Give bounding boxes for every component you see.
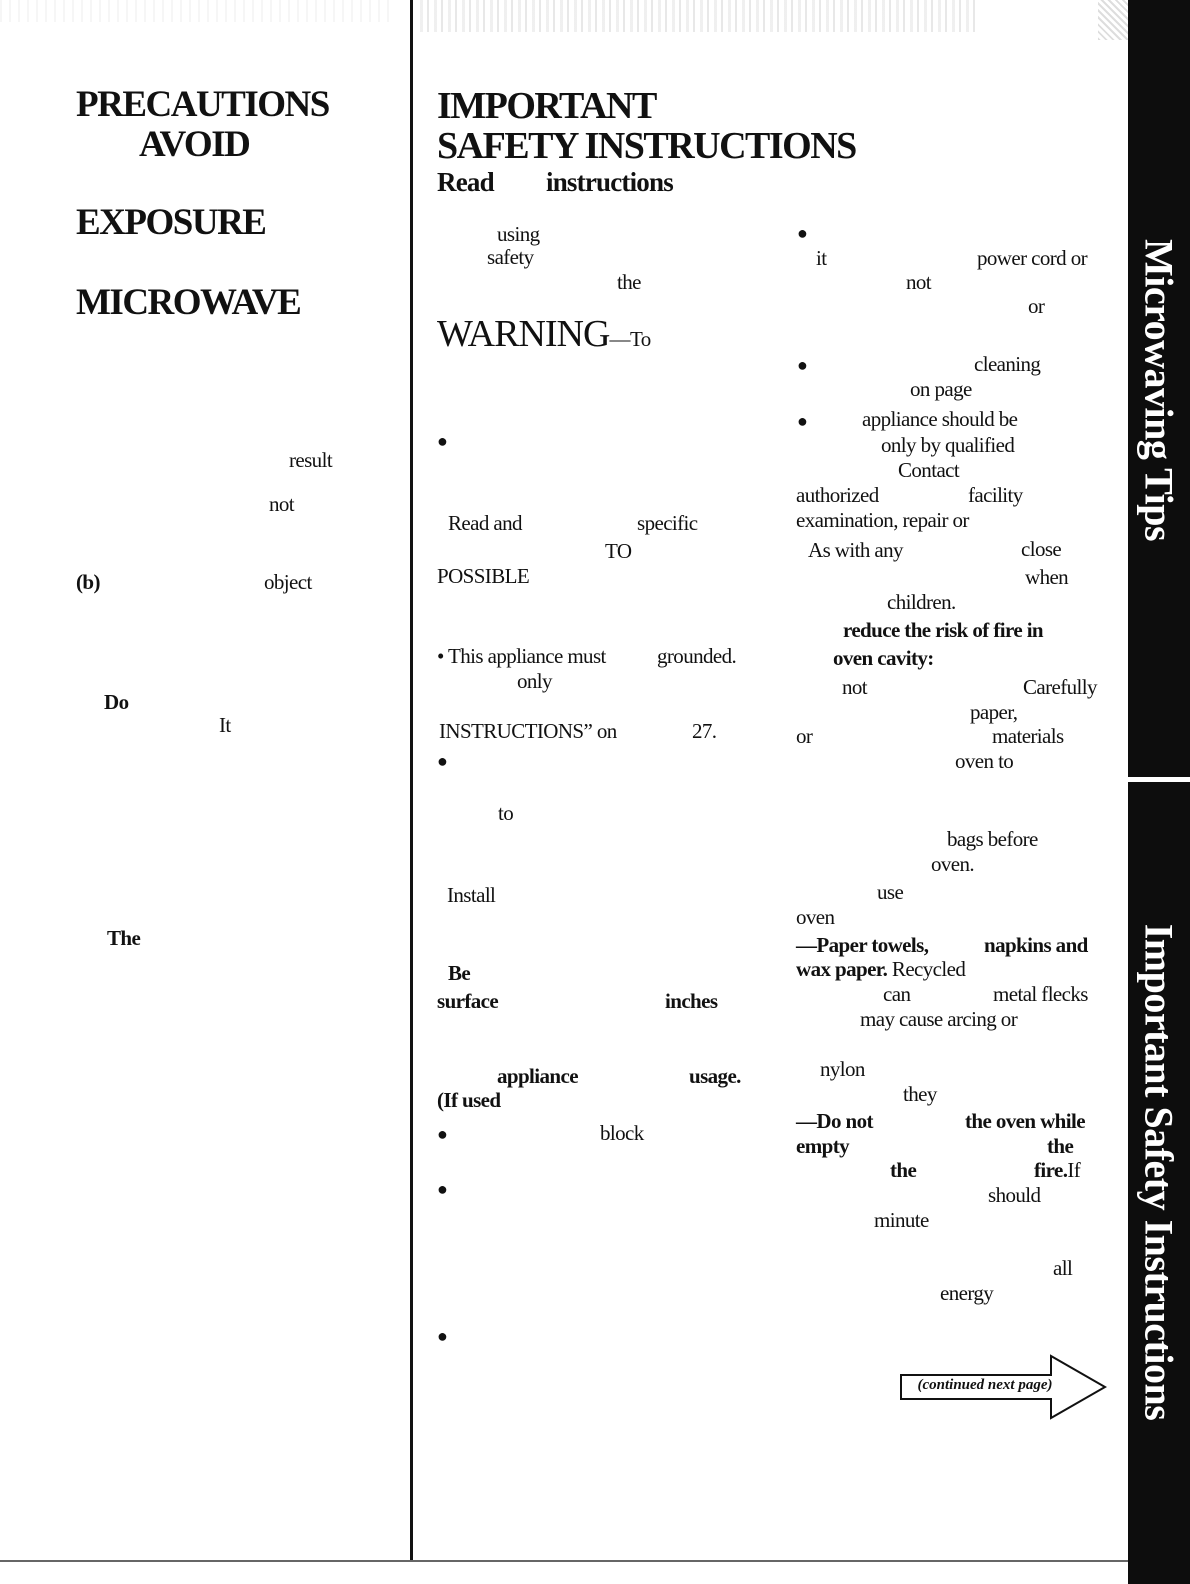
continued-next-page-label[interactable]: (continued next page) [917,1377,1053,1393]
bottom-rule [0,1560,1190,1562]
text-fragment: examination, repair or [796,508,969,532]
text-fragment: • This appliance must [437,644,606,668]
side-tab-label: Microwaving Tips [1136,238,1182,542]
bullet-icon: ● [797,223,808,243]
text-fragment: not [906,270,932,294]
text-fragment: inches [665,989,718,1013]
text-fragment: fire.If [1034,1158,1081,1182]
bullet-icon: ● [437,1124,448,1144]
subheading-instructions: instructions [546,167,673,197]
text-fragment: specific [637,511,698,535]
text-fragment: they [903,1082,937,1106]
bullet-icon: ● [437,431,448,451]
bullet-icon: ● [437,1179,448,1199]
text-fragment: should [988,1183,1041,1207]
text-fragment: Contact [898,458,960,482]
text-fragment: wax paper. Recycled [796,957,966,981]
main-heading-safety-instructions: SAFETY INSTRUCTIONS [437,125,856,167]
text-fragment: block [600,1121,644,1145]
text-fragment: to [498,801,514,825]
main-heading-important: IMPORTANT [437,85,656,127]
text-fragment: all [1053,1256,1073,1280]
text-fragment: empty [796,1134,849,1158]
left-heading-avoid: AVOID [139,124,250,165]
text-fragment: when [1025,565,1069,589]
text-fragment: napkins and [984,933,1088,957]
text-fragment: oven [796,905,835,929]
text-fragment: minute [874,1208,929,1232]
bullet-icon: ● [437,751,448,771]
text-fragment: —Paper towels, [796,933,929,957]
left-fragment: Do [104,690,129,714]
text-fragment: materials [992,724,1064,748]
text-fragment: 27. [692,719,717,743]
text-fragment: Read and [448,511,522,535]
text-fragment: oven. [931,852,975,876]
text-fragment: using [497,222,540,246]
text-fragment: (If used [437,1088,501,1112]
text-fragment: on page [910,377,972,401]
text-fragment: Install [447,883,496,907]
text-fragment: authorized [796,483,879,507]
text-fragment: can [883,982,911,1006]
scan-noise-top [420,0,980,32]
text-fragment: the [617,270,641,294]
text-fragment: cleaning [974,352,1041,376]
text-fragment: POSSIBLE [437,564,530,588]
text-fragment: usage. [689,1064,741,1088]
text-fragment: use [877,880,904,904]
text-fragment: reduce the risk of fire in [843,618,1044,642]
text-fragment: nylon [820,1057,865,1081]
text-fragment: the oven while [965,1109,1085,1133]
text-fragment: TO [605,539,632,563]
text-fragment: Carefully [1023,675,1097,699]
text-fragment: the [1047,1134,1074,1158]
text-fragment: only [517,669,552,693]
text-fragment: children. [887,590,956,614]
text-fragment: oven cavity: [833,646,934,670]
left-fragment: object [264,570,312,594]
text-fragment: metal flecks [993,982,1088,1006]
column-divider [410,0,413,1560]
bullet-icon: • [437,644,449,668]
text-fragment: not [842,675,868,699]
bullet-icon: ● [797,355,808,375]
text-fragment: appliance should be [862,407,1018,431]
text-fragment: appliance [497,1064,578,1088]
bullet-icon: ● [437,1326,448,1346]
text-fragment: INSTRUCTIONS” on [439,719,617,743]
text-fragment: oven to [955,749,1014,773]
scan-noise-top-left [0,0,390,22]
text-fragment: facility [968,483,1023,507]
left-fragment: not [269,492,295,516]
side-tab-label: Important Safety Instructions [1136,923,1182,1421]
text-fragment: paper, [970,700,1018,724]
side-tab-microwaving-tips[interactable] [1128,0,1190,777]
subheading-read: Read [437,167,494,197]
text-fragment: As with any [808,538,903,562]
text-fragment: the [890,1158,917,1182]
text-fragment: surface [437,989,499,1013]
left-fragment: (b) [76,570,100,594]
text-fragment: may cause arcing or [860,1007,1018,1031]
side-tab-important-safety-instructions[interactable] [1128,782,1190,1584]
text-fragment: close [1021,537,1062,561]
left-heading-exposure: EXPOSURE [76,202,266,243]
text-fragment: bags before [947,827,1038,851]
left-heading-precautions: PRECAUTIONS [76,84,329,125]
text-fragment: energy [940,1281,994,1305]
text-fragment: power cord or [977,246,1087,270]
text-fragment: safety [487,245,534,269]
left-fragment: It [219,713,231,737]
left-heading-microwave: MICROWAVE [76,282,301,323]
left-fragment: result [289,448,333,472]
bullet-icon: ● [797,411,808,431]
text-fragment: Be [448,961,471,985]
text-fragment: or [1028,294,1045,318]
text-fragment: grounded. [657,644,737,668]
text-fragment: or [796,724,813,748]
scan-noise-corner [1098,0,1128,40]
text-fragment: —Do not [796,1109,873,1133]
text-fragment: only by qualified [881,433,1015,457]
text-fragment: it [816,246,827,270]
left-fragment: The [107,926,141,950]
warning-label: WARNING—To [437,313,651,355]
